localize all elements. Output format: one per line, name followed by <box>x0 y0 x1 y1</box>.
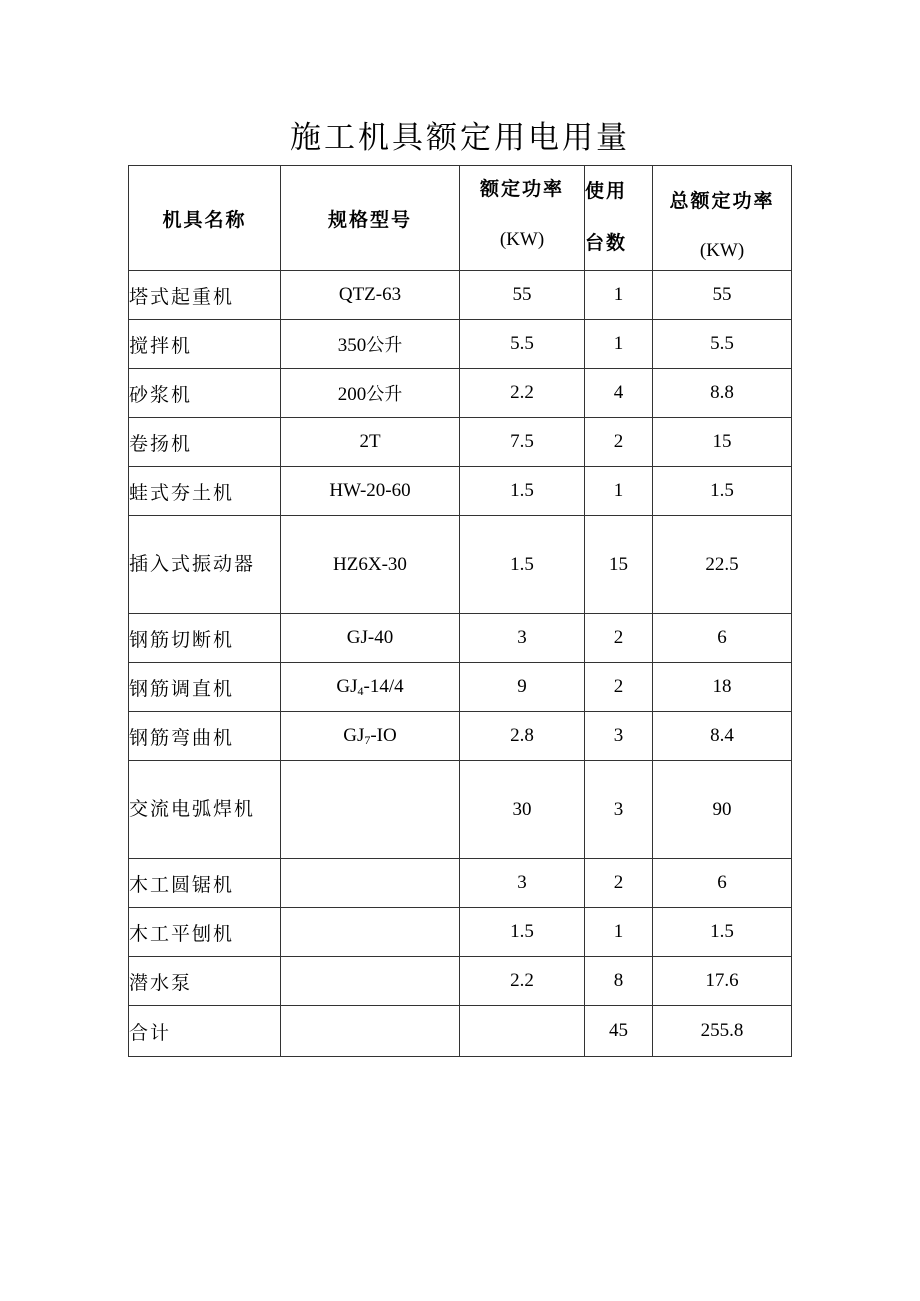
rated-power: 5.5 <box>460 320 585 369</box>
summary-row <box>129 1006 792 1057</box>
unit-count: 4 <box>585 369 653 418</box>
machine-name: 塔式起重机 <box>129 271 281 320</box>
machine-name: 钢筋切断机 <box>129 614 281 663</box>
rated-power: 1.5 <box>460 516 585 614</box>
total-power: 6 <box>653 614 792 663</box>
page-title: 施工机具额定用电用量 <box>290 120 630 156</box>
total-power: 17.6 <box>653 957 792 1006</box>
table-row <box>129 271 792 320</box>
unit-count: 2 <box>585 614 653 663</box>
spec-subscript: 7 <box>364 732 371 747</box>
machine-name: 插入式振动器 <box>129 516 281 614</box>
header-row <box>129 166 792 271</box>
table-row <box>129 712 792 761</box>
total-power: 18 <box>653 663 792 712</box>
spec-subscript: 4 <box>357 683 364 698</box>
machine-spec: GJ-40 <box>281 614 460 663</box>
machine-name: 蛙式夯土机 <box>129 467 281 516</box>
machine-spec: HW-20-60 <box>281 467 460 516</box>
unit-count: 3 <box>585 712 653 761</box>
spec-unit: 公升 <box>366 384 403 405</box>
summary-spec <box>281 1006 460 1057</box>
table-row <box>129 908 792 957</box>
summary-power <box>460 1006 585 1057</box>
rated-power: 1.5 <box>460 908 585 957</box>
machine-name: 钢筋调直机 <box>129 663 281 712</box>
header-name: 机具名称 <box>129 166 281 271</box>
machine-spec <box>281 957 460 1006</box>
machine-spec: QTZ-63 <box>281 271 460 320</box>
table-row <box>129 320 792 369</box>
header-rated-power <box>460 166 585 271</box>
machine-spec <box>281 320 460 369</box>
table-row <box>129 859 792 908</box>
unit-count: 15 <box>585 516 653 614</box>
machine-spec <box>281 712 460 761</box>
spec-suffix: -IO <box>370 724 397 746</box>
rated-power: 1.5 <box>460 467 585 516</box>
total-power: 8.4 <box>653 712 792 761</box>
header-count-line1: 使用 <box>585 181 628 202</box>
rated-power: 9 <box>460 663 585 712</box>
unit-count: 2 <box>585 859 653 908</box>
table-row <box>129 957 792 1006</box>
machine-spec <box>281 369 460 418</box>
total-power: 6 <box>653 859 792 908</box>
total-power: 22.5 <box>653 516 792 614</box>
table-row <box>129 516 792 614</box>
machine-spec <box>281 908 460 957</box>
machine-name: 木工圆锯机 <box>129 859 281 908</box>
spec-prefix: GJ <box>343 724 365 746</box>
machine-spec <box>281 859 460 908</box>
total-power: 8.8 <box>653 369 792 418</box>
rated-power: 2.2 <box>460 369 585 418</box>
rated-power: 55 <box>460 271 585 320</box>
total-power: 5.5 <box>653 320 792 369</box>
table-row <box>129 418 792 467</box>
machine-name: 交流电弧焊机 <box>129 761 281 859</box>
summary-total: 255.8 <box>653 1006 792 1057</box>
header-rated-power-unit: (KW) <box>499 229 545 250</box>
unit-count: 1 <box>585 271 653 320</box>
rated-power: 2.2 <box>460 957 585 1006</box>
header-count-line2: 台数 <box>585 233 628 254</box>
spec-prefix: GJ <box>336 675 358 697</box>
machine-name: 潜水泵 <box>129 957 281 1006</box>
machine-name: 卷扬机 <box>129 418 281 467</box>
spec-suffix: -14/4 <box>363 675 404 697</box>
table-row <box>129 369 792 418</box>
machine-spec <box>281 663 460 712</box>
summary-label: 合计 <box>129 1006 281 1057</box>
unit-count: 2 <box>585 418 653 467</box>
header-total-power-unit: (KW) <box>699 240 745 261</box>
header-total-power <box>653 166 792 271</box>
total-power: 90 <box>653 761 792 859</box>
header-count <box>585 166 653 271</box>
total-power: 55 <box>653 271 792 320</box>
machine-name: 搅拌机 <box>129 320 281 369</box>
spec-unit: 公升 <box>366 335 403 356</box>
header-rated-power-label: 额定功率 <box>479 179 564 200</box>
rated-power: 3 <box>460 859 585 908</box>
header-total-power-label: 总额定功率 <box>669 191 775 212</box>
header-spec: 规格型号 <box>281 166 460 271</box>
table-row <box>129 663 792 712</box>
unit-count: 1 <box>585 467 653 516</box>
rated-power: 30 <box>460 761 585 859</box>
machine-spec: 2T <box>281 418 460 467</box>
table-row <box>129 467 792 516</box>
rated-power: 2.8 <box>460 712 585 761</box>
unit-count: 3 <box>585 761 653 859</box>
table-row <box>129 761 792 859</box>
unit-count: 1 <box>585 320 653 369</box>
total-power: 1.5 <box>653 467 792 516</box>
unit-count: 2 <box>585 663 653 712</box>
machine-spec <box>281 761 460 859</box>
machine-name: 木工平刨机 <box>129 908 281 957</box>
unit-count: 8 <box>585 957 653 1006</box>
machine-spec: HZ6X-30 <box>281 516 460 614</box>
total-power: 1.5 <box>653 908 792 957</box>
machine-name: 砂浆机 <box>129 369 281 418</box>
rated-power: 3 <box>460 614 585 663</box>
machine-name: 钢筋弯曲机 <box>129 712 281 761</box>
spec-number: 200 <box>337 384 367 405</box>
unit-count: 1 <box>585 908 653 957</box>
power-table <box>128 165 792 1057</box>
table-row <box>129 614 792 663</box>
summary-count: 45 <box>585 1006 653 1057</box>
total-power: 15 <box>653 418 792 467</box>
spec-number: 350 <box>337 335 367 356</box>
rated-power: 7.5 <box>460 418 585 467</box>
